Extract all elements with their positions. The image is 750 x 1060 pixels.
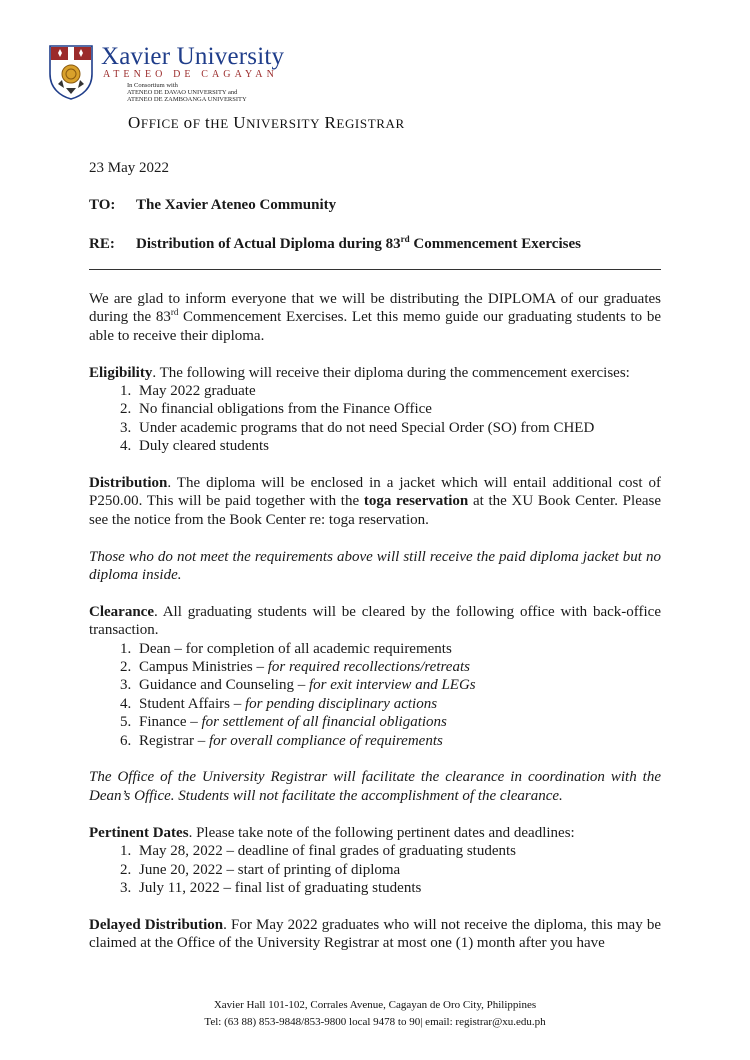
memo-body <box>89 290 661 953</box>
dates-paragraph <box>89 824 661 842</box>
footer-address: Xavier Hall 101-102, Corrales Avenue, Cagayan de Oro City, Philippines <box>213 999 537 1011</box>
intro-paragraph <box>89 290 661 345</box>
list-item: 1. May 28, 2022 – deadline of final grades of graduating students <box>135 842 661 860</box>
distribution-paragraph <box>89 474 661 529</box>
consortium-note <box>127 82 247 104</box>
re-superscript: rd <box>400 234 410 244</box>
distribution-text-b: at the XU Book Center. Please see the notice from the Book Center re: toga reservation. <box>89 493 661 528</box>
clearance-office: Registrar <box>139 732 194 749</box>
list-item: 2. Campus Ministries – for required recollections/retreats <box>135 658 661 676</box>
clearance-detail: for exit interview and LEGs <box>308 677 476 694</box>
clearance-detail: for completion of all academic requirements <box>185 640 452 657</box>
re-label: RE: <box>89 236 115 252</box>
list-item: 3. July 11, 2022 – final list of graduating students <box>135 879 661 897</box>
distribution-heading: Distribution <box>89 475 168 492</box>
list-item: 1. Dean – for completion of all academic requirements <box>135 640 661 658</box>
list-item: 6. Registrar – for overall compliance of requirements <box>135 732 661 750</box>
clearance-note: The Office of the University Registrar will facilitate the clearance in coordination with the Dean’s Office. Students will not facilitate the accomplishment of the clearance. <box>89 769 661 804</box>
clearance-office: Guidance and Counseling <box>139 677 294 694</box>
clearance-heading: Clearance <box>89 603 154 620</box>
consortium-line: ATENEO DE ZAMBOANGA UNIVERSITY <box>127 96 247 104</box>
to-value: The Xavier Ateneo Community <box>136 197 337 213</box>
clearance-detail: for overall compliance of requirements <box>208 732 443 749</box>
memo-date: 23 May 2022 <box>89 160 169 176</box>
list-item: 3. Under academic programs that do not need Special Order (SO) from CHED <box>135 419 661 437</box>
clearance-detail: for required recollections/retreats <box>267 659 470 676</box>
clearance-office: Campus Ministries <box>139 659 253 676</box>
re-value <box>136 236 581 252</box>
footer-contact: Tel: (63 88) 853-9848/853-9800 local 9478 to 90| email: registrar@xu.edu.ph <box>204 1016 546 1028</box>
re-text-pre: Distribution of Actual Diploma during 83 <box>136 236 401 252</box>
university-seal-icon <box>48 44 94 100</box>
list-item: 4. Duly cleared students <box>135 437 661 455</box>
clearance-text: . All graduating students will be cleared by the following office with back-office transaction. <box>89 603 661 639</box>
clearance-list <box>89 640 661 750</box>
delayed-heading: Delayed Distribution <box>89 916 224 933</box>
list-item: 5. Finance – for settlement of all financial obligations <box>135 713 661 731</box>
header-divider <box>89 269 661 270</box>
list-item: 3. Guidance and Counseling – for exit interview and LEGs <box>135 676 661 694</box>
delayed-paragraph <box>89 916 661 953</box>
eligibility-heading: Eligibility <box>89 364 153 381</box>
diploma-jacket-note: Those who do not meet the requirements above will still receive the paid diploma jacket but no diploma inside. <box>89 548 661 584</box>
consortium-line: ATENEO DE DAVAO UNIVERSITY and <box>127 89 238 97</box>
distribution-text-a: . The diploma will be enclosed in a jacket which will entail additional cost of P250.00. This will be paid together with the <box>89 475 661 510</box>
dates-list <box>89 842 661 897</box>
clearance-detail: for settlement of all financial obligations <box>201 714 447 731</box>
intro-post: Commencement Exercises. Let this memo guide our graduating students to be able to receive their diploma. <box>89 309 661 344</box>
clearance-office: Student Affairs <box>139 695 230 712</box>
distribution-bold: toga reservation <box>363 493 469 510</box>
office-title-text: OFFICE oF tHE UNIVERSITY REGISTRAR <box>128 113 405 132</box>
list-item: 1. May 2022 graduate <box>135 382 661 400</box>
memo-to-row <box>89 197 336 214</box>
consortium-line: In Consortium with <box>127 82 178 89</box>
eligibility-paragraph <box>89 364 661 382</box>
dates-text: . Please take note of the following pertinent dates and deadlines: <box>188 824 575 841</box>
university-name: Xavier University <box>101 43 285 70</box>
university-subtitle: ATENEO DE CAGAYAN <box>103 69 278 80</box>
clearance-paragraph <box>89 603 661 640</box>
eligibility-text: . The following will receive their diploma during the commencement exercises: <box>152 364 630 381</box>
intro-pre: We are glad to inform everyone that we will be distributing the DIPLOMA of our graduates during the 83 <box>89 291 661 326</box>
to-label: TO: <box>89 197 116 213</box>
office-title <box>128 113 405 133</box>
clearance-detail: for pending disciplinary actions <box>244 695 438 712</box>
clearance-office: Dean <box>139 640 171 657</box>
clearance-office: Finance <box>139 714 187 731</box>
re-text-post: Commencement Exercises <box>409 236 581 252</box>
intro-superscript: rd <box>170 307 179 318</box>
list-item: 2. June 20, 2022 – start of printing of diploma <box>135 861 661 879</box>
memo-re-row <box>89 234 581 253</box>
eligibility-list <box>89 382 661 456</box>
list-item: 4. Student Affairs – for pending disciplinary actions <box>135 695 661 713</box>
delayed-text: . For May 2022 graduates who will not receive the diploma, this may be claimed at the Office of the University Registrar at most one (1) month after you have <box>89 916 662 952</box>
list-item: 2. No financial obligations from the Finance Office <box>135 400 661 418</box>
dates-heading: Pertinent Dates <box>89 824 189 841</box>
